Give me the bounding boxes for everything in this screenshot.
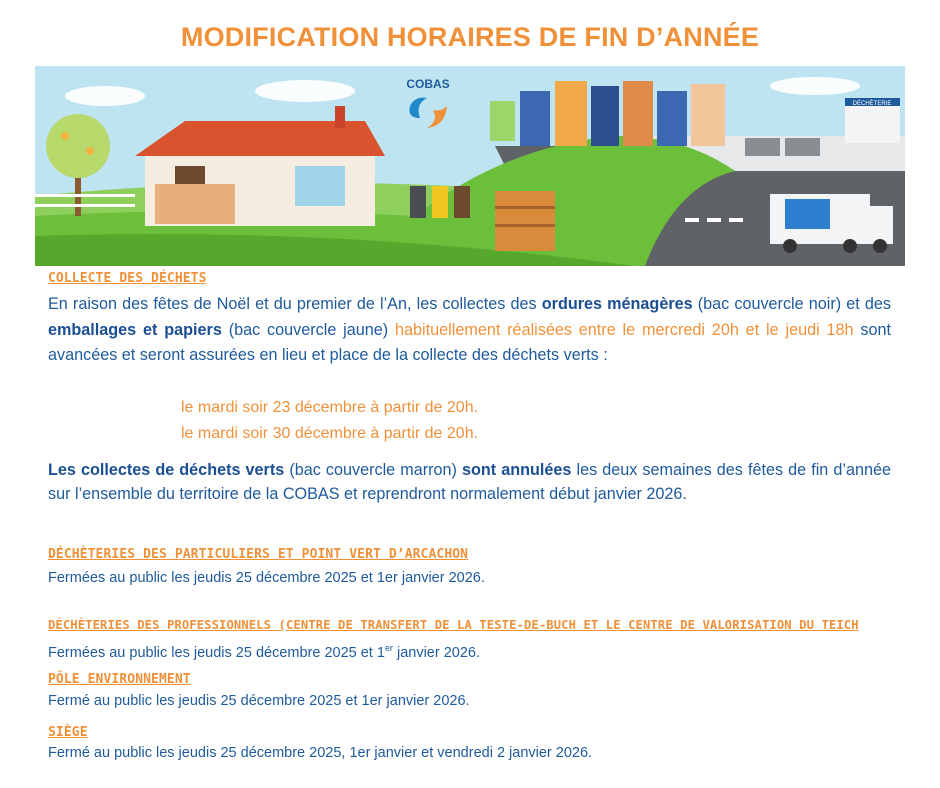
usual-schedule: habituellement réalisées entre le mercredi 20h et le jeudi 18h (395, 320, 854, 339)
particuliers-text: Fermées au public les jeudis 25 décembre 2025 et 1er janvier 2026. (48, 570, 485, 586)
banner-illustration (35, 66, 905, 266)
dechetterie-sign: DÉCHÈTERIE (852, 101, 892, 107)
cobas-logo-text: COBAS (406, 77, 450, 91)
heading-siege: SIÈGE (48, 725, 88, 740)
heading-pole-environnement: PÔLE ENVIRONNEMENT (48, 672, 191, 687)
pole-text: Fermé au public les jeudis 25 décembre 2025 et 1er janvier 2026. (48, 693, 470, 709)
collecte-paragraph: En raison des fêtes de Noël et du premier de l’An, les collectes des ordures ménagères (bac couvercle noir) et des emballages et papiers (bac couvercle jaune) habituellement réalisées entre le mercredi 20h et le jeudi 18h sont avancées et seront assurées en lieu et place de la collecte des déchets verts : (48, 295, 891, 364)
page-title: MODIFICATION HORAIRES DE FIN D’ANNÉE (180, 22, 760, 52)
dechets-verts-paragraph: Les collectes de déchets verts (bac couvercle marron) sont annulées les deux semaines des fêtes de fin d’année sur l’ensemble du territoire de la COBAS et reprendront normalement début janvier 2026. (48, 461, 891, 503)
date-line-2: le mardi soir 30 décembre à partir de 20h. (181, 425, 479, 442)
siege-text: Fermé au public les jeudis 25 décembre 2025, 1er janvier et vendredi 2 janvier 2026. (48, 745, 593, 761)
annulees-label: sont annulées (461, 461, 572, 479)
illustration-banner (35, 66, 905, 266)
date-line-1: le mardi soir 23 décembre à partir de 20h. (181, 399, 479, 416)
heading-collecte-dechets: COLLECTE DES DÉCHETS (48, 271, 207, 286)
dechets-verts-label: Les collectes de déchets verts (48, 461, 285, 479)
emballages-papiers-label: emballages et papiers (48, 320, 222, 339)
heading-particuliers: DÉCHÈTERIES DES PARTICULIERS ET POINT VERT D’ARCACHON (48, 547, 469, 562)
professionnels-text: Fermées au public les jeudis 25 décembre 2025 et 1er janvier 2026. (48, 643, 480, 661)
ordures-menageres-label: ordures ménagères (541, 295, 693, 313)
heading-professionnels: DÉCHÈTERIES DES PROFESSIONNELS (CENTRE DE TRANSFERT DE LA TESTE-DE-BUCH ET LE CENTRE DE VALORISATION DU TEICH (48, 618, 859, 632)
